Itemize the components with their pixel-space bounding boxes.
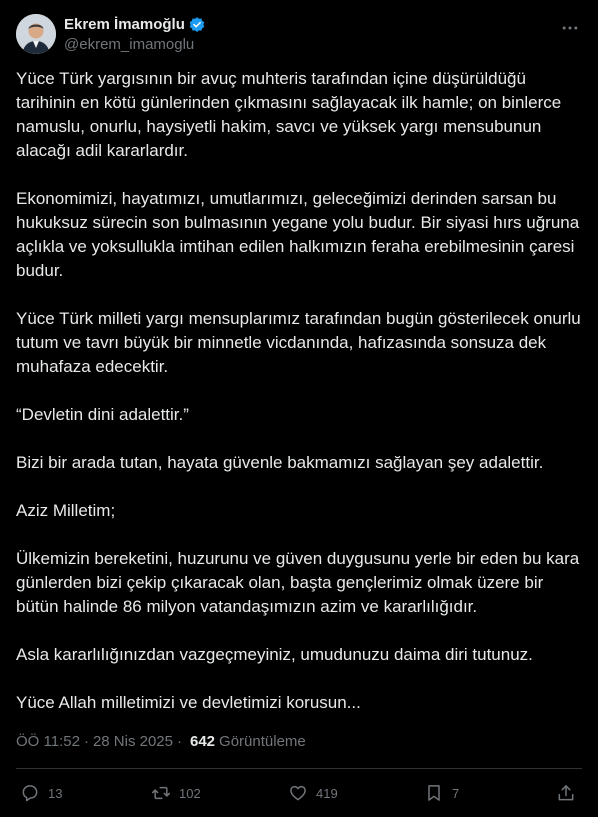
tweet-paragraph: Bizi bir arada tutan, hayata güvenle bakmamızı sağlayan şey adalettir.: [16, 453, 544, 472]
more-options-button[interactable]: [558, 16, 582, 40]
bookmark-count: 7: [452, 785, 460, 801]
bookmark-icon: [424, 783, 444, 803]
author-name[interactable]: Ekrem İmamoğlu: [64, 16, 185, 33]
author-name-row: [64, 16, 206, 34]
views-count: 642: [190, 733, 216, 750]
avatar[interactable]: [16, 14, 56, 54]
tweet-time[interactable]: ÖÖ 11:52: [16, 733, 80, 750]
author-handle[interactable]: @ekrem_imamoglu: [64, 35, 195, 53]
actions-divider: [16, 768, 582, 769]
meta-separator: ·: [83, 733, 89, 750]
avatar-image: [16, 14, 56, 54]
tweet-paragraph: Ekonomimizi, hayatımızı, umutlarımızı, geleceğimizi derinden sarsan bu hukuksuz sürecin son bulmasının yegane yolu budur. Bir siyasi hırs uğruna açlıkla ve yoksullukla imtihan edilen halkımızın feraha erebilmesinin çaresi budur.: [16, 189, 580, 280]
retweet-icon: [151, 783, 171, 803]
reply-button[interactable]: [20, 783, 62, 803]
bookmark-button[interactable]: [424, 783, 459, 803]
tweet-text: [16, 67, 584, 739]
more-horizontal-icon: [560, 18, 580, 38]
share-button[interactable]: [556, 783, 576, 803]
tweet-paragraph: Aziz Milletim;: [16, 501, 116, 520]
tweet-meta: [16, 733, 306, 750]
author-info: [64, 16, 206, 53]
tweet-paragraph: Yüce Allah milletimizi ve devletimizi korusun...: [16, 693, 361, 712]
tweet-paragraph: Yüce Türk yargısının bir avuç muhteris tarafından içine düşürüldüğü tarihinin en kötü günlerinden çıkmasını sağlayacak ilk hamle; on binlerce namuslu, onurlu, haysiyetli hakim, savcı ve yüksek yargı mensubunun alacağı adil kararlardır.: [16, 69, 562, 160]
tweet-paragraph: “Devletin dini adalettir.”: [16, 405, 189, 424]
verified-badge-icon: [188, 16, 206, 34]
retweet-button[interactable]: [151, 783, 201, 803]
tweet-header: [16, 12, 582, 56]
tweet-paragraph: Asla kararlılığınızdan vazgeçmeyiniz, umudunuzu daima diri tutunuz.: [16, 645, 533, 664]
views-label: Görüntüleme: [219, 733, 306, 750]
reply-icon: [20, 783, 40, 803]
tweet-date[interactable]: 28 Nis 2025: [92, 733, 173, 750]
like-count: 419: [316, 785, 338, 801]
like-button[interactable]: [288, 783, 338, 803]
reply-count: 13: [48, 785, 63, 801]
heart-icon: [288, 783, 308, 803]
share-icon: [556, 783, 576, 803]
tweet-paragraph: Ülkemizin bereketini, huzurunu ve güven duygusunu yerle bir eden bu kara günlerden bizi çekip çıkaracak olan, başta gençlerimiz olmak üzere bir bütün halinde 86 milyon vatandaşımızın azim ve kararlılığıdır.: [16, 549, 580, 616]
retweet-count: 102: [179, 785, 201, 801]
tweet-paragraph: Yüce Türk milleti yargı mensuplarımız tarafından bugün gösterilecek onurlu tutum ve tavrı büyük bir minnetle vicdanında, hafızasında sonsuza dek muhafaza edecektir.: [16, 309, 581, 376]
meta-separator: ·: [177, 733, 182, 750]
tweet-actions: [16, 780, 582, 806]
